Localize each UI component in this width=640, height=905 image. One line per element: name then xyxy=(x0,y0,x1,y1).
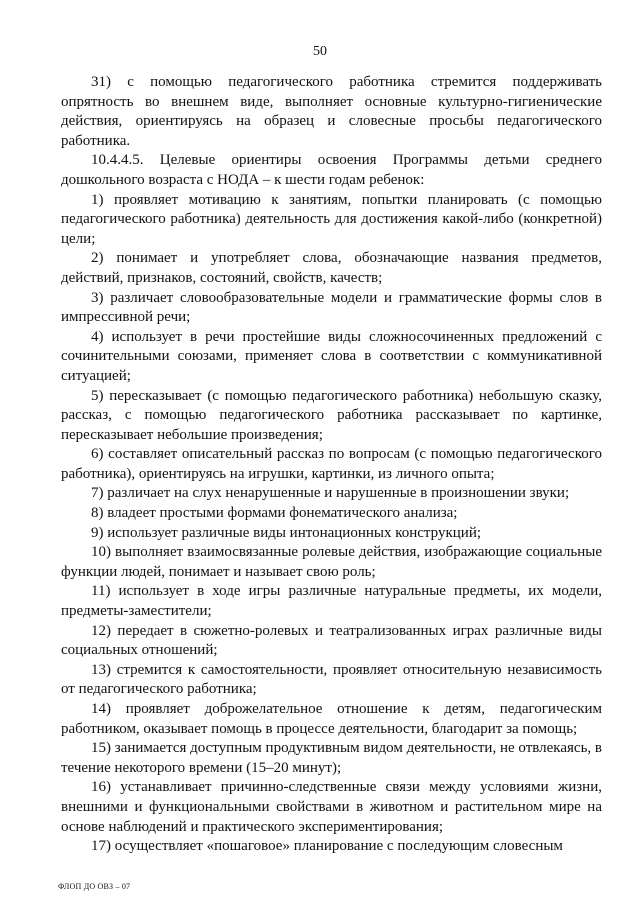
list-item-1: 1) проявляет мотивацию к занятиям, попытки планировать (с помощью педагогического работника) деятельность для достижения какой-либо (конкретной) цели; xyxy=(61,191,602,247)
list-item-16: 16) устанавливает причинно-следственные связи между условиями жизни, внешними и функциональными свойствами в животном и растительном мире на основе наблюдений и практического экспериментирования; xyxy=(61,779,602,835)
list-item-17: 17) осуществляет «пошаговое» планирование с последующим словесным xyxy=(91,838,563,855)
list-item-4: 4) использует в речи простейшие виды сложносочиненных предложений с сочинительными союзами, применяет слова в соответствии с коммуникативной ситуацией; xyxy=(61,328,602,384)
list-item-3: 3) различает словообразовательные модели и грамматические формы слов в импрессивной речи; xyxy=(61,289,602,326)
list-item-15: 15) занимается доступным продуктивным видом деятельности, не отвлекаясь, в течение некоторого времени (15–20 минут); xyxy=(61,740,602,776)
list-item-10: 10) выполняет взаимосвязанные ролевые действия, изображающие социальные функции людей, понимает и называет свою роль; xyxy=(61,544,602,580)
section-heading-10-4-4-5: 10.4.4.5. Целевые ориентиры освоения Программы детьми среднего дошкольного возраста с НОДА – к шести годам ребенок: xyxy=(61,152,602,188)
list-item-8: 8) владеет простыми формами фонематического анализа; xyxy=(91,505,458,522)
list-item-7: 7) различает на слух ненарушенные и нарушенные в произношении звуки; xyxy=(91,485,570,502)
list-item-9: 9) использует различные виды интонационных конструкций; xyxy=(91,524,482,541)
page-number: 50 xyxy=(313,44,327,59)
page-footer: ФЛОП ДО ОВЗ – 07 xyxy=(58,882,131,891)
list-item-5: 5) пересказывает (с помощью педагогического работника) небольшую сказку, рассказ, с помощью педагогического работника рассказывает по картинке, пересказывает небольшие произведения; xyxy=(61,387,602,443)
document-body xyxy=(61,73,602,857)
list-item-11: 11) использует в ходе игры различные натуральные предметы, их модели, предметы-заместители; xyxy=(61,583,602,620)
list-item-13: 13) стремится к самостоятельности, проявляет относительную независимость от педагогического работника; xyxy=(61,661,602,698)
paragraph-31: 31) с помощью педагогического работника стремится поддерживать опрятность во внешнем виде, выполняет основные культурно-гигиенические действия, ориентируясь на образец и словесные просьбы педагогического работника. xyxy=(61,74,602,149)
list-item-12: 12) передает в сюжетно-ролевых и театрализованных играх различные виды социальных отношений; xyxy=(61,622,602,659)
list-item-14: 14) проявляет доброжелательное отношение к детям, педагогическим работником, оказывает помощь в процессе деятельности, благодарит за помощь; xyxy=(61,701,602,737)
list-item-2: 2) понимает и употребляет слова, обозначающие названия предметов, действий, признаков, состояний, свойств, качеств; xyxy=(61,250,602,286)
list-item-6: 6) составляет описательный рассказ по вопросам (с помощью педагогического работника), ориентируясь на игрушки, картинки, из личного опыта; xyxy=(61,446,602,482)
